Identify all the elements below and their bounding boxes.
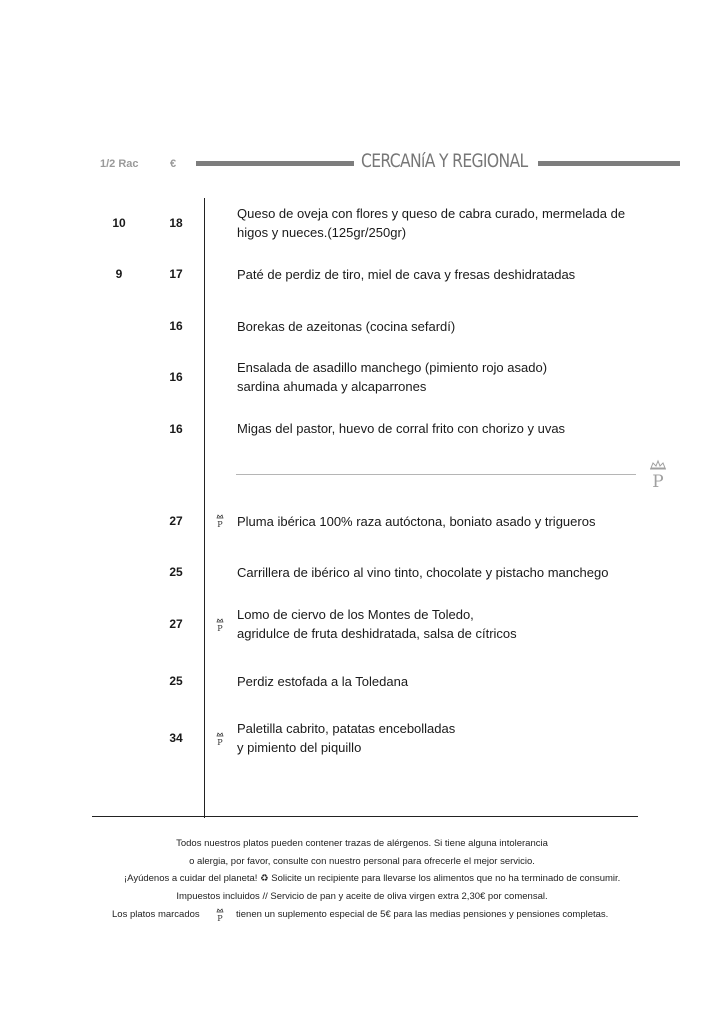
dish-line: Lomo de ciervo de los Montes de Toledo, xyxy=(237,607,474,622)
dish-description xyxy=(237,719,647,757)
dish-line: Carrillera de ibérico al vino tinto, chocolate y pistacho manchego xyxy=(237,565,609,580)
dish-line: Pluma ibérica 100% raza autóctona, boniato asado y trigueros xyxy=(237,514,596,529)
dish-line: Borekas de azeitonas (cocina sefardí) xyxy=(237,319,456,334)
dish-description xyxy=(237,419,647,438)
full-price: 25 xyxy=(169,565,183,579)
supplement-mark-icon xyxy=(214,514,226,528)
full-price: 27 xyxy=(169,617,183,631)
dish-line: Ensalada de asadillo manchego (pimiento rojo asado) xyxy=(237,360,548,375)
svg-text:P: P xyxy=(217,914,223,922)
planet-note: ¡Ayúdenos a cuidar del planeta! ♻ Solicite un recipiente para llevarse los alimentos que no ha terminado de consumir. xyxy=(124,873,621,884)
dish-line: Migas del pastor, huevo de corral frito con chorizo y uvas xyxy=(237,421,566,436)
full-price: 27 xyxy=(169,514,183,528)
svg-text:P: P xyxy=(217,520,223,528)
svg-text:P: P xyxy=(652,472,664,490)
full-price: 16 xyxy=(169,370,183,384)
dish-description xyxy=(237,317,647,336)
header-bar-left xyxy=(196,161,354,166)
half-portion-header: 1/2 Rac xyxy=(100,158,139,170)
dish-description xyxy=(237,512,647,531)
dish-line: Paté de perdiz de tiro, miel de cava y fresas deshidratadas xyxy=(237,267,576,282)
supplement-mark-icon xyxy=(214,732,226,746)
dish-description xyxy=(237,265,647,284)
taxes-note: Impuestos incluidos // Servicio de pan y aceite de oliva virgen extra 2,30€ por comensal. xyxy=(176,891,548,902)
supplement-note-suffix: tienen un suplemento especial de 5€ para las medias pensiones y pensiones completas. xyxy=(236,909,609,920)
dish-description xyxy=(237,605,647,643)
bottom-rule xyxy=(92,816,638,817)
section-separator xyxy=(236,474,636,475)
crown-logo-icon xyxy=(646,458,670,490)
full-price: 34 xyxy=(169,731,183,745)
full-price: 16 xyxy=(169,319,183,333)
supplement-note-prefix: Los platos marcados xyxy=(112,909,200,920)
allergen-note-continued: o alergia, por favor, consulte con nuestro personal para ofrecerle el mejor servicio. xyxy=(189,856,535,867)
dish-line: higos y nueces.(125gr/250gr) xyxy=(237,225,407,240)
price-header: € xyxy=(170,158,177,170)
svg-text:P: P xyxy=(217,624,223,632)
dish-line: Paletilla cabrito, patatas encebolladas xyxy=(237,721,456,736)
dish-line: agridulce de fruta deshidratada, salsa de cítricos xyxy=(237,626,517,641)
dish-description xyxy=(237,672,647,691)
column-divider xyxy=(204,198,205,818)
dish-line: Queso de oveja con flores y queso de cabra curado, mermelada de xyxy=(237,206,626,221)
dish-description xyxy=(237,563,647,582)
half-portion-price: 9 xyxy=(115,267,123,281)
section-title: CERCANíA Y REGIONAL xyxy=(361,150,528,172)
full-price: 18 xyxy=(169,216,183,230)
allergen-note: Todos nuestros platos pueden contener trazas de alérgenos. Si tiene alguna intolerancia xyxy=(176,838,548,849)
svg-text:P: P xyxy=(217,738,223,746)
dish-line: y pimiento del piquillo xyxy=(237,740,362,755)
dish-line: Perdiz estofada a la Toledana xyxy=(237,674,409,689)
full-price: 17 xyxy=(169,267,183,281)
dish-description xyxy=(237,358,647,396)
supplement-mark-icon xyxy=(214,618,226,632)
dish-line: sardina ahumada y alcaparrones xyxy=(237,379,427,394)
full-price: 25 xyxy=(169,674,183,688)
header-bar-right xyxy=(538,161,680,166)
half-portion-price: 10 xyxy=(112,216,126,230)
dish-description xyxy=(237,204,647,242)
supplement-mark-icon xyxy=(214,908,226,922)
full-price: 16 xyxy=(169,422,183,436)
